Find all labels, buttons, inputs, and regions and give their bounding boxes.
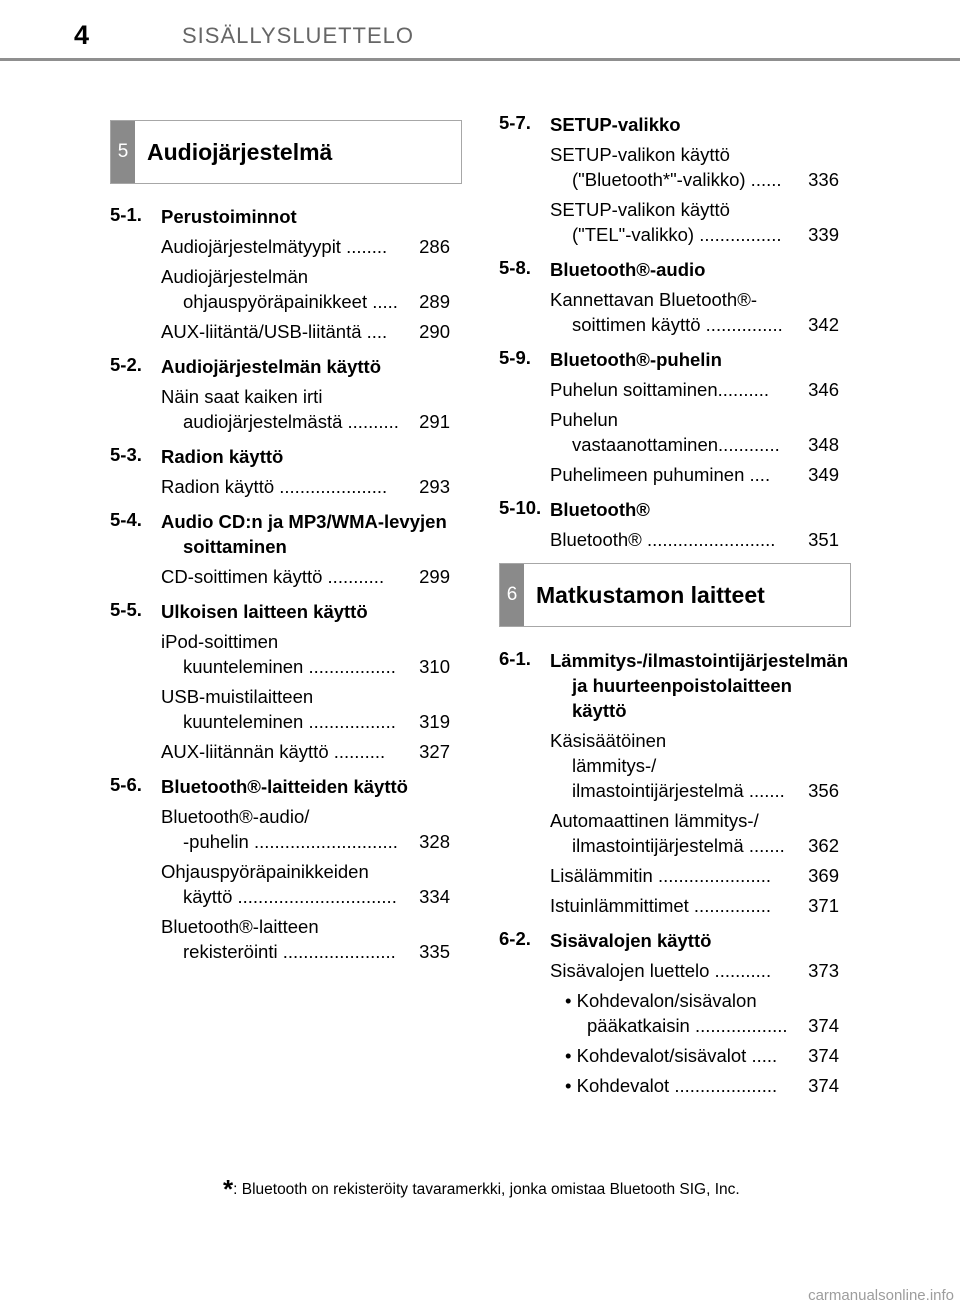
- toc-group-number: 5-4.: [110, 509, 142, 530]
- toc-entry-page: 356: [808, 780, 839, 801]
- toc-group-title[interactable]: Audio CD:n ja MP3/WMA-levyjen soittaminen: [161, 511, 447, 557]
- toc-group-number: 5-9.: [499, 347, 531, 368]
- toc-entry-page: 335: [419, 941, 450, 962]
- toc-entry[interactable]: [161, 319, 450, 344]
- toc-group-number: 5-10.: [499, 497, 542, 518]
- toc-entry-text: Lisälämmitin ......................: [550, 865, 772, 886]
- toc-entry-page: 342: [808, 314, 839, 335]
- footnote-text: : Bluetooth on rekisteröity tavaramerkki, jonka omistaa Bluetooth SIG, Inc.: [233, 1181, 740, 1198]
- toc-entry-text: vastaanottaminen............: [572, 434, 780, 455]
- toc-group: [110, 509, 450, 589]
- section-number-tab: 5: [111, 121, 135, 183]
- toc-group: [110, 354, 450, 434]
- toc-entry[interactable]: [565, 1043, 839, 1068]
- toc-entry[interactable]: [565, 1073, 839, 1098]
- toc-entry-page: 373: [808, 960, 839, 981]
- toc-group-title[interactable]: Audiojärjestelmän käyttö: [161, 356, 382, 377]
- toc-entry-text: Istuinlämmittimet ...............: [550, 895, 772, 916]
- toc-entry-text: -puhelin ............................: [183, 831, 398, 852]
- toc-entry-text: Näin saat kaiken irti: [161, 386, 323, 407]
- toc-entry[interactable]: [161, 914, 450, 964]
- page-number: 4: [74, 20, 90, 50]
- toc-entry[interactable]: [161, 474, 450, 499]
- toc-group: [110, 774, 450, 964]
- toc-entry-text: Automaattinen lämmitys-/: [550, 810, 759, 831]
- toc-entry-text: ("TEL"-valikko) ................: [572, 224, 782, 245]
- section-header-5: [110, 120, 462, 184]
- footnote-mark: *: [223, 1174, 234, 1204]
- toc-entry-page: 362: [808, 835, 839, 856]
- toc-entry-text: • Kohdevalot ....................: [565, 1075, 778, 1096]
- toc-group-title[interactable]: Perustoiminnot: [161, 206, 297, 227]
- toc-entry-page: 374: [808, 1045, 839, 1066]
- toc-entry-text: käyttö ...............................: [183, 886, 397, 907]
- toc-entry-text: AUX-liitännän käyttö ..........: [161, 741, 386, 762]
- toc-entry[interactable]: [161, 384, 450, 434]
- toc-entry-text: • Kohdevalot/sisävalot .....: [565, 1045, 778, 1066]
- toc-entry-text: ilmastointijärjestelmä .......: [572, 835, 785, 856]
- toc-entry-text: lämmitys-/: [572, 755, 657, 776]
- toc-entry-text: Radion käyttö .....................: [161, 476, 388, 497]
- toc-entry-page: 299: [419, 566, 450, 587]
- toc-entry-text: Puhelun: [550, 409, 618, 430]
- toc-entry-text: Audiojärjestelmän: [161, 266, 309, 287]
- toc-entry[interactable]: [550, 197, 839, 247]
- toc-group-number: 5-3.: [110, 444, 142, 465]
- toc-entry-page: 293: [419, 476, 450, 497]
- toc-entry[interactable]: [550, 863, 839, 888]
- toc-entry-page: 369: [808, 865, 839, 886]
- toc-entry-page: 286: [419, 236, 450, 257]
- toc-group-title[interactable]: Radion käyttö: [161, 446, 284, 467]
- toc-entry[interactable]: [161, 234, 450, 259]
- toc-entry-text: kuunteleminen .................: [183, 656, 396, 677]
- toc-group-number: 5-5.: [110, 599, 142, 620]
- toc-column-left: [110, 204, 450, 974]
- toc-entry-page: 348: [808, 434, 839, 455]
- toc-group-number: 6-2.: [499, 928, 531, 949]
- toc-group-number: 5-2.: [110, 354, 142, 375]
- toc-entry-text: SETUP-valikon käyttö: [550, 144, 730, 165]
- toc-entry-page: 346: [808, 379, 839, 400]
- toc-entry[interactable]: [550, 407, 839, 457]
- toc-entry-text: Bluetooth® .........................: [550, 529, 776, 550]
- toc-entry-text: kuunteleminen .................: [183, 711, 396, 732]
- toc-group-number: 5-6.: [110, 774, 142, 795]
- toc-entry-page: 374: [808, 1015, 839, 1036]
- section-title: Audiojärjestelmä: [147, 139, 333, 165]
- page-header: [0, 0, 960, 62]
- toc-entry-text: ohjauspyöräpainikkeet .....: [183, 291, 398, 312]
- toc-entry[interactable]: [161, 804, 450, 854]
- toc-entry-page: 349: [808, 464, 839, 485]
- toc-group-title[interactable]: Bluetooth®-puhelin: [550, 349, 722, 370]
- toc-entry[interactable]: [550, 893, 839, 918]
- toc-entry-page: 310: [419, 656, 450, 677]
- toc-entry-page: 351: [808, 529, 839, 550]
- toc-group: [110, 204, 450, 344]
- toc-entry-text: Sisävalojen luettelo ...........: [550, 960, 772, 981]
- toc-group-title[interactable]: Sisävalojen käyttö: [550, 930, 712, 951]
- toc-entry-page: 327: [419, 741, 450, 762]
- toc-entry[interactable]: [161, 564, 450, 589]
- toc-entry-page: 289: [419, 291, 450, 312]
- toc-entry[interactable]: [161, 264, 450, 314]
- toc-group-number: 5-8.: [499, 257, 531, 278]
- section-number-tab: 6: [500, 564, 524, 626]
- watermark: carmanualsonline.info: [808, 1287, 954, 1304]
- toc-entry[interactable]: [161, 739, 450, 764]
- toc-entry-text: soittimen käyttö ...............: [572, 314, 783, 335]
- toc-group-number: 5-7.: [499, 112, 531, 133]
- toc-group: [499, 648, 849, 918]
- toc-group-number: 6-1.: [499, 648, 531, 669]
- toc-entry-text: Kannettavan Bluetooth®-: [550, 289, 757, 310]
- toc-group-title[interactable]: SETUP-valikko: [550, 114, 681, 135]
- toc-group-number: 5-1.: [110, 204, 142, 225]
- toc-entry-text: audiojärjestelmästä ..........: [183, 411, 399, 432]
- toc-group-title[interactable]: Bluetooth®-audio: [550, 259, 706, 280]
- toc-group-title[interactable]: Lämmitys-/ilmastointijärjestelmän ja huurteenpoistolaitteen käyttö: [550, 650, 849, 721]
- toc-entry-page: 291: [419, 411, 450, 432]
- toc-entry-text: ("Bluetooth*"-valikko) ......: [572, 169, 782, 190]
- header-rule: [0, 58, 960, 61]
- toc-group: [499, 112, 839, 247]
- footnote: [223, 1174, 740, 1205]
- toc-entry-text: SETUP-valikon käyttö: [550, 199, 730, 220]
- toc-entry[interactable]: [550, 958, 839, 983]
- toc-group-title[interactable]: Bluetooth®: [550, 499, 650, 520]
- toc-entry-text: Ohjauspyöräpainikkeiden: [161, 861, 369, 882]
- toc-entry-text: Bluetooth®-audio/: [161, 806, 310, 827]
- toc-entry[interactable]: [161, 629, 450, 679]
- toc-entry-text: rekisteröinti ......................: [183, 941, 396, 962]
- toc-entry-text: Puhelun soittaminen..........: [550, 379, 770, 400]
- toc-group-title[interactable]: Bluetooth®-laitteiden käyttö: [161, 776, 408, 797]
- toc-entry[interactable]: [550, 728, 839, 803]
- toc-group: [499, 928, 839, 1098]
- toc-entry[interactable]: [565, 988, 839, 1038]
- toc-group: [499, 257, 839, 337]
- toc-entry[interactable]: [550, 462, 839, 487]
- toc-entry-text: CD-soittimen käyttö ...........: [161, 566, 385, 587]
- toc-group: [499, 347, 839, 487]
- toc-entry-text: Puhelimeen puhuminen ....: [550, 464, 771, 485]
- toc-entry[interactable]: [161, 859, 450, 909]
- toc-column-right: [499, 112, 839, 562]
- toc-entry-text: • Kohdevalon/sisävalon: [565, 990, 757, 1011]
- toc-entry-text: pääkatkaisin ..................: [587, 1015, 788, 1036]
- toc-entry[interactable]: [550, 527, 839, 552]
- toc-entry-page: 328: [419, 831, 450, 852]
- header-title: SISÄLLYSLUETTELO: [182, 23, 415, 48]
- toc-column-right-section6: [499, 648, 849, 1108]
- toc-group: [499, 497, 839, 552]
- toc-entry[interactable]: [550, 808, 839, 858]
- toc-entry-page: 371: [808, 895, 839, 916]
- toc-entry-text: USB-muistilaitteen: [161, 686, 314, 707]
- toc-entry-text: iPod-soittimen: [161, 631, 279, 652]
- toc-group-title[interactable]: Ulkoisen laitteen käyttö: [161, 601, 368, 622]
- toc-entry-page: 290: [419, 321, 450, 342]
- section-header-6: [499, 563, 851, 627]
- toc-entry-text: AUX-liitäntä/USB-liitäntä ....: [161, 321, 388, 342]
- toc-entry-text: Bluetooth®-laitteen: [161, 916, 319, 937]
- toc-entry[interactable]: [550, 377, 839, 402]
- toc-entry-page: 374: [808, 1075, 839, 1096]
- toc-entry-text: Audiojärjestelmätyypit ........: [161, 236, 388, 257]
- section-title: Matkustamon laitteet: [536, 582, 765, 608]
- toc-entry-page: 336: [808, 169, 839, 190]
- toc-entry[interactable]: [550, 287, 839, 337]
- toc-entry-page: 319: [419, 711, 450, 732]
- toc-group: [110, 599, 450, 764]
- toc-entry[interactable]: [550, 142, 839, 192]
- toc-entry-page: 339: [808, 224, 839, 245]
- toc-entry-text: ilmastointijärjestelmä .......: [572, 780, 785, 801]
- toc-entry[interactable]: [161, 684, 450, 734]
- toc-entry-text: Käsisäätöinen: [550, 730, 667, 751]
- toc-group: [110, 444, 450, 499]
- toc-entry-page: 334: [419, 886, 450, 907]
